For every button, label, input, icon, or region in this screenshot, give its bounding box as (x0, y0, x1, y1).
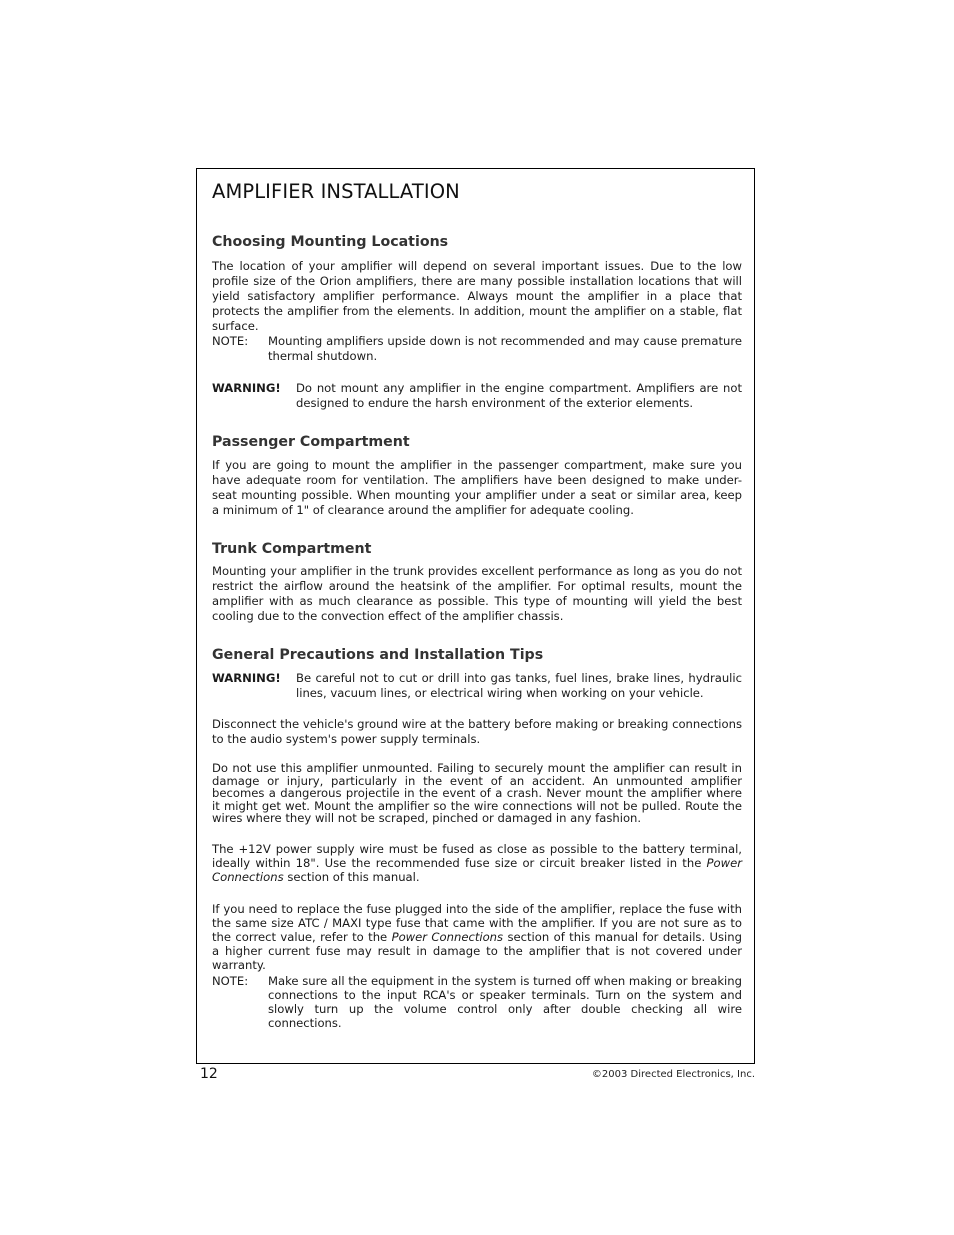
note-text: Mounting amplifiers upside down is not recommended and may cause premature thermal shutdown. (268, 334, 742, 363)
page-title: AMPLIFIER INSTALLATION (212, 180, 460, 203)
precautions-warning-label: WARNING! (212, 671, 281, 685)
precautions-warning-text: Be careful not to cut or drill into gas tanks, fuel lines, brake lines, hydraulic lines, vacuum lines, or electrical wiring when working on your vehicle. (296, 671, 742, 700)
replace-fuse-paragraph (212, 902, 742, 972)
content-frame (196, 168, 755, 1064)
copyright-notice: ©2003 Directed Electronics, Inc. (591, 1069, 755, 1080)
ground-wire-paragraph: Disconnect the vehicle's ground wire at the battery before making or breaking connections to the audio system's power supply terminals. (212, 717, 742, 746)
note-label: NOTE: (212, 334, 249, 348)
replace-fuse-text-b: section of this manual for details. Using a higher current fuse may result in damage to the amplifier that is not covered under warranty. (212, 930, 742, 972)
page-number: 12 (200, 1066, 218, 1082)
final-note-label: NOTE: (212, 974, 249, 988)
trunk-paragraph: Mounting your amplifier in the trunk provides excellent performance as long as you do not restrict the airflow around the heatsink of the amplifier. For optimal results, mount the amplifier with as much clearance as possible. This type of mounting will yield the best cooling due to the convection effect of the amplifier chassis. (212, 564, 742, 623)
warning-text: Do not mount any amplifier in the engine compartment. Amplifiers are not designed to endure the harsh environment of the exterior elements. (296, 381, 742, 410)
mounting-paragraph: The location of your amplifier will depend on several important issues. Due to the low profile size of the Orion amplifiers, there are many possible installation locations that will yield satisfactory amplifier performance. Always mount the amplifier in a place that protects the amplifier from the elements. In addition, mount the amplifier on a stable, flat surface. (212, 259, 742, 333)
warning-label: WARNING! (212, 381, 281, 395)
replace-fuse-reference: Power Connections (391, 930, 504, 944)
fuse-wire-text-a: The +12V power supply wire must be fused as close as possible to the battery terminal, ideally within 18". Use the recommended fuse size or circuit breaker listed in the (212, 842, 742, 870)
heading-trunk: Trunk Compartment (212, 541, 372, 557)
fuse-wire-reference: Power Connections (212, 856, 742, 884)
fuse-wire-paragraph (212, 842, 742, 884)
heading-precautions: General Precautions and Installation Tips (212, 647, 544, 663)
unmounted-paragraph: Do not use this amplifier unmounted. Failing to securely mount the amplifier can result in damage or injury, particularly in the event of an accident. An unmounted amplifier becomes a dangerous projectile in the event of a crash. Never mount the amplifier where it might get wet. Mount the amplifier so the wire connections will not be pulled. Route the wires where they will not be scraped, pinched or damaged in any fashion. (212, 761, 742, 825)
final-note-text: Make sure all the equipment in the system is turned off when making or breaking connections to the input RCA's or speaker terminals. Turn on the system and slowly turn up the volume control only after double checking all wire connections. (268, 974, 742, 1030)
passenger-paragraph: If you are going to mount the amplifier in the passenger compartment, make sure you have adequate room for ventilation. The amplifiers have been designed to make under-seat mounting possible. When mounting your amplifier under a seat or similar area, keep a minimum of 1" of clearance around the amplifier for adequate cooling. (212, 458, 742, 517)
heading-choosing-mounting: Choosing Mounting Locations (212, 234, 449, 250)
replace-fuse-text-a: If you need to replace the fuse plugged into the side of the amplifier, replace the fuse with the same size ATC / MAXI type fuse that came with the amplifier. If you are not sure as to the correct value, refer to the (212, 902, 742, 944)
heading-passenger: Passenger Compartment (212, 434, 410, 450)
fuse-wire-text-b: section of this manual. (283, 870, 420, 884)
